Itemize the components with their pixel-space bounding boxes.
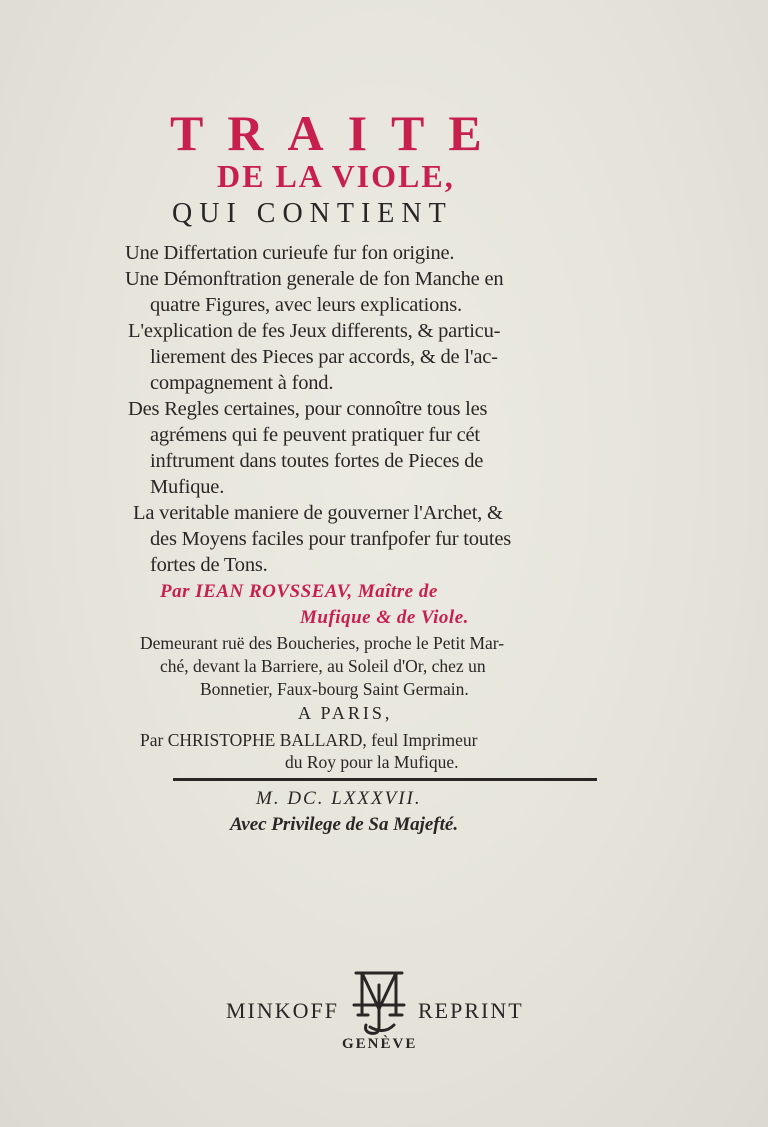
- contents-line: inftrument dans toutes fortes de Pieces de: [150, 450, 484, 472]
- reprint-city: GENÈVE: [342, 1036, 418, 1052]
- reprint-left-text: MINKOFF: [226, 998, 340, 1023]
- privilege-line: Avec Privilege de Sa Majefté.: [230, 814, 459, 835]
- author-line: Par IEAN ROVSSEAV, Maître de: [160, 581, 438, 602]
- printer-line: Par CHRISTOPHE BALLARD, feul Imprimeur: [140, 730, 478, 750]
- minkoff-monogram-icon: [350, 965, 408, 1037]
- contents-line: agrémens qui fe peuvent pratiquer fur cét: [150, 424, 480, 446]
- contents-line: L'explication de fes Jeux differents, & particu-: [128, 320, 501, 342]
- contents-line: compagnement à fond.: [150, 372, 334, 394]
- address-line: ché, devant la Barriere, au Soleil d'Or, chez un: [160, 656, 486, 676]
- book-title: TRAITE: [170, 105, 506, 161]
- contents-line: quatre Figures, avec leurs explications.: [150, 294, 462, 316]
- printer-line: du Roy pour la Mufique.: [285, 752, 459, 772]
- address-line: Demeurant ruë des Boucheries, proche le Petit Mar-: [140, 633, 505, 653]
- contents-line: Mufique.: [150, 476, 225, 498]
- contents-line: Une Differtation curieufe fur fon origine.: [125, 242, 455, 264]
- contents-line: lierement des Pieces par accords, & de l'ac-: [150, 346, 498, 368]
- address-line: Bonnetier, Faux-bourg Saint Germain.: [200, 679, 469, 699]
- reprint-right-text: REPRINT: [418, 998, 524, 1023]
- horizontal-rule: [173, 778, 597, 781]
- contents-line: fortes de Tons.: [150, 554, 268, 576]
- contents-line: La veritable maniere de gouverner l'Archet, &: [133, 502, 503, 524]
- author-line: Mufique & de Viole.: [300, 607, 469, 628]
- contents-line: Des Regles certaines, pour connoître tous les: [128, 398, 488, 420]
- qui-contient-heading: QUI CONTIENT: [172, 198, 453, 229]
- book-subtitle: DE LA VIOLE,: [217, 158, 455, 194]
- place-line: A PARIS,: [298, 703, 393, 723]
- contents-line: Une Démonftration generale de fon Manche en: [125, 268, 504, 290]
- contents-line: des Moyens faciles pour tranfpofer fur toutes: [150, 528, 512, 550]
- year-line: M. DC. LXXXVII.: [256, 788, 422, 809]
